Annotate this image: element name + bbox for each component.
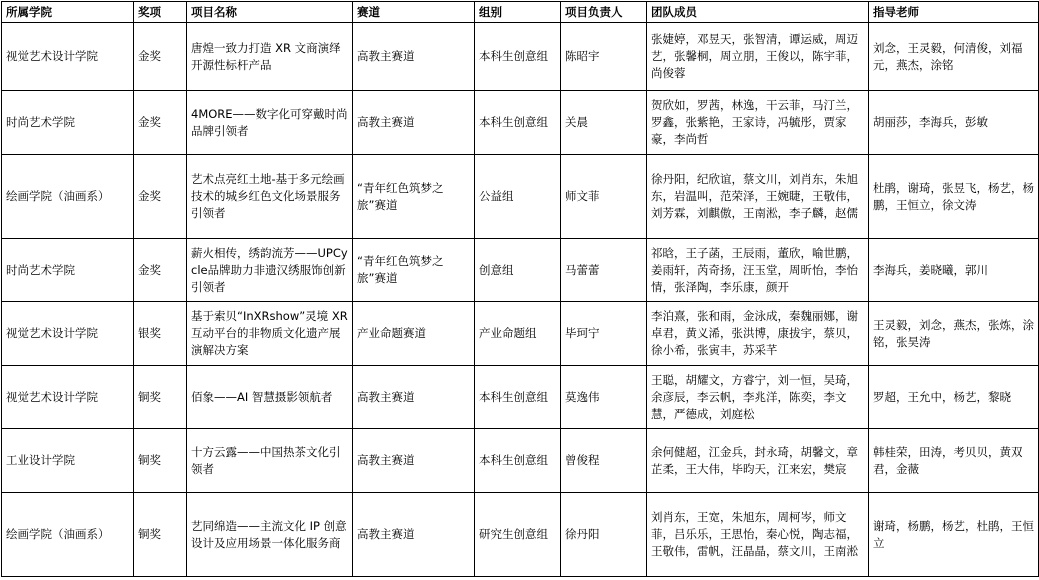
group-cell: 本科生创意组 bbox=[475, 23, 561, 91]
track-cell: 高教主赛道 bbox=[353, 493, 475, 577]
table-row bbox=[2, 91, 1039, 155]
group-cell: 本科生创意组 bbox=[475, 429, 561, 493]
college-cell: 视觉艺术设计学院 bbox=[2, 23, 134, 91]
members-cell: 贺欣如，罗茜，林逸，干云菲，马汀兰，罗鑫，张紫艳，王家诗，冯毓彤，贾家豪，李尚哲 bbox=[647, 91, 869, 155]
leader-cell: 关晨 bbox=[561, 91, 647, 155]
award-cell: 铜奖 bbox=[134, 429, 187, 493]
college-cell: 时尚艺术学院 bbox=[2, 239, 134, 302]
award-cell: 金奖 bbox=[134, 239, 187, 302]
award-cell: 金奖 bbox=[134, 23, 187, 91]
header-members: 团队成员 bbox=[647, 2, 869, 23]
project-cell: 十方云露——中国热茶文化引领者 bbox=[187, 429, 353, 493]
header-row bbox=[2, 2, 1039, 23]
leader-cell: 师文菲 bbox=[561, 155, 647, 239]
table-row bbox=[2, 366, 1039, 429]
leader-cell: 毕珂宁 bbox=[561, 302, 647, 366]
advisors-cell: 谢琦，杨鹏，杨艺，杜鹃，王恒立 bbox=[869, 493, 1039, 577]
track-cell: 高教主赛道 bbox=[353, 91, 475, 155]
header-award: 奖项 bbox=[134, 2, 187, 23]
header-track: 赛道 bbox=[353, 2, 475, 23]
track-cell: “青年红色筑梦之旅”赛道 bbox=[353, 155, 475, 239]
members-cell: 余何健超，江金兵，封永琦，胡馨文，章芷柔，王大伟，毕昀天，江来宏，樊宸 bbox=[647, 429, 869, 493]
members-cell: 张婕婷，邓昱天，张智清，谭运威，周迈艺，张馨桐，周立朋，王俊以，陈宇菲，尚俊蓉 bbox=[647, 23, 869, 91]
advisors-cell: 韩桂荣，田涛，考贝贝，黄双君，金薇 bbox=[869, 429, 1039, 493]
group-cell: 产业命题组 bbox=[475, 302, 561, 366]
leader-cell: 曾俊程 bbox=[561, 429, 647, 493]
members-cell: 徐丹阳，纪欣谊，蔡文川，刘肖东，朱旭东，岩温叫，范荣泽，王婉睫，王敬伟，刘芳霖，刘麒傲，王南淞，李子麟，赵儒 bbox=[647, 155, 869, 239]
members-cell: 刘肖东，王宽，朱旭东，周柯岑，师文菲，吕乐乐，王思怡，秦心悦，陶志福，王敬伟，雷帆，汪晶晶，蔡文川，王南淞 bbox=[647, 493, 869, 577]
advisors-cell: 杜鹃，谢琦，张昱飞，杨艺，杨鹏，王恒立，徐文涛 bbox=[869, 155, 1039, 239]
project-cell: 基于索贝“InXRshow”灵境 XR 互动平台的非物质文化遗产展演解决方案 bbox=[187, 302, 353, 366]
leader-cell: 莫逸伟 bbox=[561, 366, 647, 429]
table-row bbox=[2, 239, 1039, 302]
table-header bbox=[2, 2, 1039, 23]
project-cell: 艺术点亮红土地-基于多元绘画技术的城乡红色文化场景服务引领者 bbox=[187, 155, 353, 239]
table-row bbox=[2, 493, 1039, 577]
project-cell: 唐煌一致力打造 XR 文商演绎开源性标杆产品 bbox=[187, 23, 353, 91]
table-row bbox=[2, 23, 1039, 91]
table-body bbox=[2, 23, 1039, 577]
table-row bbox=[2, 429, 1039, 493]
college-cell: 时尚艺术学院 bbox=[2, 91, 134, 155]
advisors-cell: 王灵毅，刘念，燕杰，张炼，涂铭，张昊涛 bbox=[869, 302, 1039, 366]
project-cell: 薪火相传，绣韵流芳——UPCycle品牌助力非遗汉绣服饰创新引领者 bbox=[187, 239, 353, 302]
group-cell: 本科生创意组 bbox=[475, 91, 561, 155]
header-project: 项目名称 bbox=[187, 2, 353, 23]
award-cell: 铜奖 bbox=[134, 493, 187, 577]
track-cell: “青年红色筑梦之旅”赛道 bbox=[353, 239, 475, 302]
project-cell: 佰象——AI 智慧摄影领航者 bbox=[187, 366, 353, 429]
members-cell: 王聪，胡耀文，方睿宁，刘一恒，吴琦，余彦辰，李云帆，李兆洋，陈奕，李文慧，严德成，刘庭松 bbox=[647, 366, 869, 429]
awards-table bbox=[1, 1, 1039, 577]
members-cell: 李泊熹，张和雨，金泳成，秦魏丽娜，谢卓君，黄义浠，张洪博，康拔宇，蔡贝，徐小希，张寅丰，苏采芊 bbox=[647, 302, 869, 366]
advisors-cell: 胡丽莎，李海兵，彭敏 bbox=[869, 91, 1039, 155]
advisors-cell: 李海兵，姜晓曦，郭川 bbox=[869, 239, 1039, 302]
college-cell: 工业设计学院 bbox=[2, 429, 134, 493]
track-cell: 高教主赛道 bbox=[353, 429, 475, 493]
table-row bbox=[2, 155, 1039, 239]
leader-cell: 陈昭宇 bbox=[561, 23, 647, 91]
leader-cell: 徐丹阳 bbox=[561, 493, 647, 577]
advisors-cell: 刘念，王灵毅，何清俊，刘福元，燕杰，涂铭 bbox=[869, 23, 1039, 91]
header-leader: 项目负责人 bbox=[561, 2, 647, 23]
members-cell: 祁晗，王子菡，王辰雨，董欣，喻世鹏，姜雨轩，芮奇扬，汪玉堂，周昕怡，李怡情，张泽陶，李乐康，颜开 bbox=[647, 239, 869, 302]
track-cell: 产业命题赛道 bbox=[353, 302, 475, 366]
track-cell: 高教主赛道 bbox=[353, 23, 475, 91]
award-cell: 银奖 bbox=[134, 302, 187, 366]
award-cell: 铜奖 bbox=[134, 366, 187, 429]
project-cell: 艺同绵造——主流文化 IP 创意设计及应用场景一体化服务商 bbox=[187, 493, 353, 577]
header-college: 所属学院 bbox=[2, 2, 134, 23]
award-cell: 金奖 bbox=[134, 91, 187, 155]
group-cell: 研究生创意组 bbox=[475, 493, 561, 577]
college-cell: 视觉艺术设计学院 bbox=[2, 302, 134, 366]
college-cell: 绘画学院（油画系） bbox=[2, 493, 134, 577]
college-cell: 视觉艺术设计学院 bbox=[2, 366, 134, 429]
table-row bbox=[2, 302, 1039, 366]
award-cell: 金奖 bbox=[134, 155, 187, 239]
leader-cell: 马蕾蕾 bbox=[561, 239, 647, 302]
group-cell: 公益组 bbox=[475, 155, 561, 239]
project-cell: 4MORE——数字化可穿戴时尚品牌引领者 bbox=[187, 91, 353, 155]
header-advisors: 指导老师 bbox=[869, 2, 1039, 23]
group-cell: 创意组 bbox=[475, 239, 561, 302]
college-cell: 绘画学院（油画系） bbox=[2, 155, 134, 239]
header-group: 组别 bbox=[475, 2, 561, 23]
track-cell: 高教主赛道 bbox=[353, 366, 475, 429]
advisors-cell: 罗超，王允中，杨艺，黎晓 bbox=[869, 366, 1039, 429]
group-cell: 本科生创意组 bbox=[475, 366, 561, 429]
